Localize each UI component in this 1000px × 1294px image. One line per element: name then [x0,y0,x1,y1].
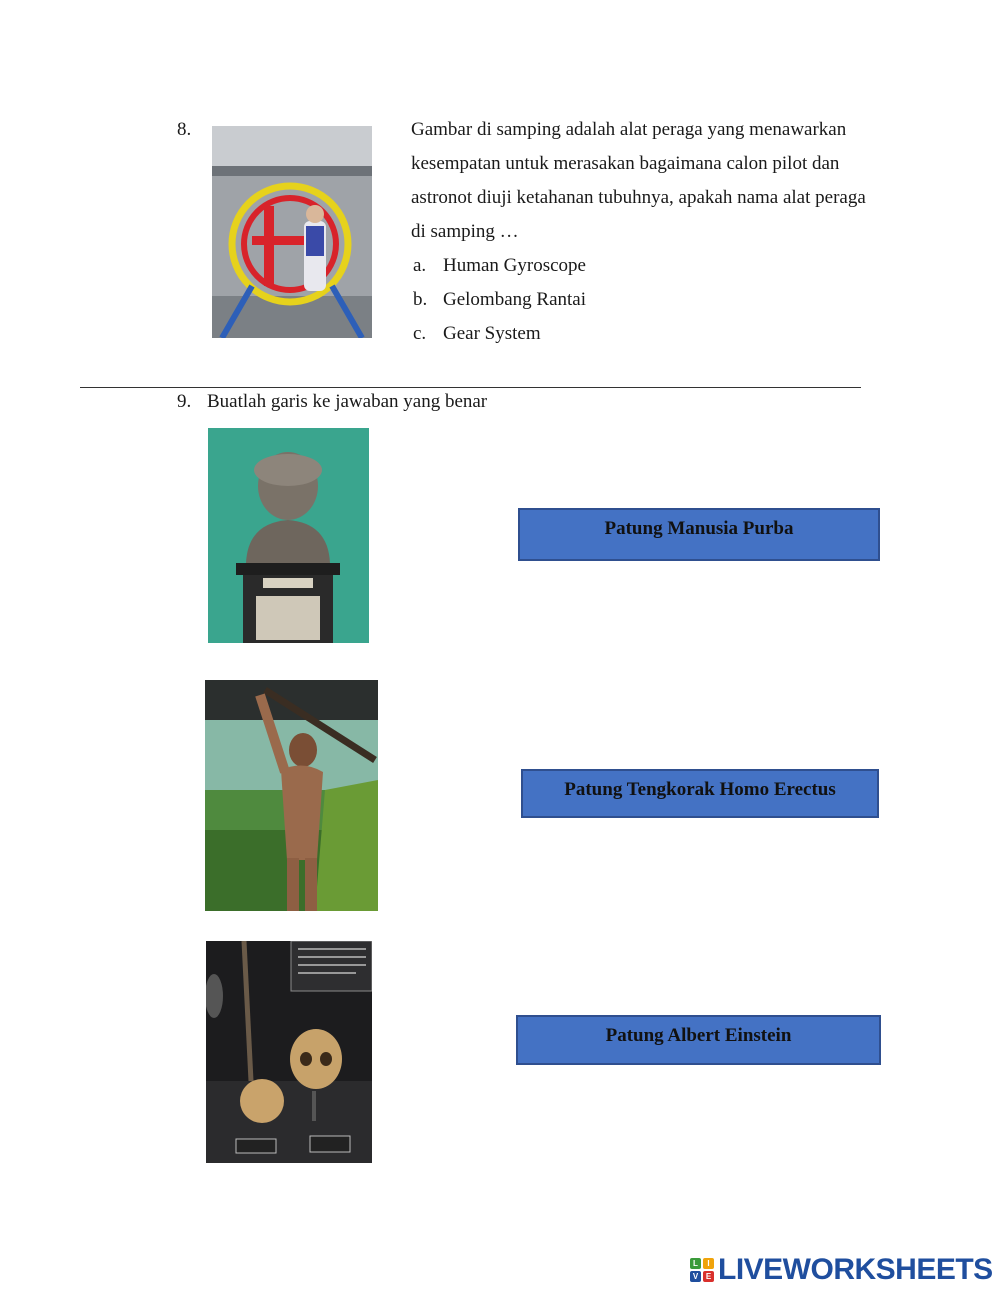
logo-mark-letter-1: L [690,1258,701,1269]
homo-erectus-skull-photo[interactable] [206,941,372,1163]
liveworksheets-logo-icon [690,1258,714,1282]
option-b-letter: b. [413,289,428,310]
gyroscope-photo [212,126,372,338]
question-8-line-3: astronot diuji ketahanan tubuhnya, apakah nama alat peraga [411,187,866,208]
option-c-text[interactable]: Gear System [443,323,541,344]
question-8-line-1: Gambar di samping adalah alat peraga yang menawarkan [411,119,847,140]
answer-box-manusia-purba[interactable]: Patung Manusia Purba [518,508,880,561]
question-9-number: 9. [177,391,192,412]
answer-box-albert-einstein[interactable]: Patung Albert Einstein [516,1015,881,1065]
liveworksheets-logo [690,1252,993,1288]
einstein-bust-photo[interactable] [208,428,369,643]
answer-box-tengkorak-homo-erectus[interactable]: Patung Tengkorak Homo Erectus [521,769,879,818]
question-9-instruction: Buatlah garis ke jawaban yang benar [207,391,488,412]
liveworksheets-logo-text: LIVEWORKSHEETS [718,1253,993,1286]
question-8-line-2: kesempatan untuk merasakan bagaimana calon pilot dan [411,153,840,174]
logo-mark-letter-4: E [703,1271,714,1282]
option-a-text[interactable]: Human Gyroscope [443,255,586,276]
logo-mark-letter-3: V [690,1271,701,1282]
option-c-letter: c. [413,323,427,344]
question-8-number: 8. [177,119,192,140]
logo-mark-letter-2: I [703,1258,714,1269]
option-b-text[interactable]: Gelombang Rantai [443,289,586,310]
homo-erectus-figure-photo[interactable] [205,680,378,911]
question-8-line-4: di samping … [411,221,519,242]
option-a-letter: a. [413,255,427,276]
